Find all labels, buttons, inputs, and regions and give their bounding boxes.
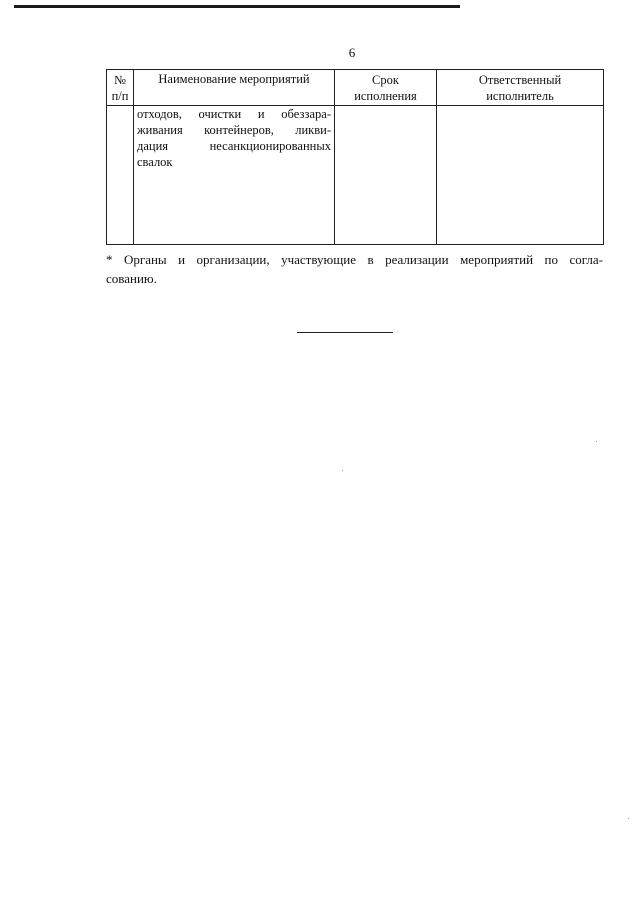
header-number-line1: № (114, 72, 126, 87)
cell-deadline (335, 106, 437, 245)
cell-name-line: отходов, очистки и обеззара- (137, 107, 331, 121)
header-number (107, 70, 134, 106)
cell-name-line: живания контейнеров, ликви- (137, 123, 331, 137)
header-responsible-line1: Ответственный (478, 72, 562, 87)
header-responsible (437, 70, 604, 106)
header-deadline-line2: исполнения (354, 88, 417, 103)
footnote-line: * Органы и организации, участвующие в реализации мероприятий по согла- (106, 252, 603, 267)
scan-speck (628, 818, 629, 819)
cell-name-line: свалок (137, 155, 173, 169)
cell-name (134, 106, 335, 245)
table-header-row (107, 70, 604, 106)
table-row (107, 106, 604, 245)
header-name-text: Наименование мероприятий (158, 72, 310, 86)
top-header-rule (14, 5, 460, 8)
closing-rule (297, 332, 393, 333)
cell-number (107, 106, 134, 245)
header-deadline (335, 70, 437, 106)
cell-responsible (437, 106, 604, 245)
header-responsible-line2: исполнитель (486, 88, 554, 103)
header-number-line2: п/п (111, 88, 129, 103)
scan-speck (342, 470, 343, 471)
header-deadline-line1: Срок (372, 72, 399, 87)
page-number: 6 (348, 45, 356, 60)
cell-name-line: дация несанкционированных (137, 139, 331, 153)
measures-table (106, 69, 604, 245)
footnote-line: сованию. (106, 271, 157, 286)
footnote (106, 250, 603, 288)
header-name (134, 70, 335, 106)
scan-speck (596, 441, 597, 442)
